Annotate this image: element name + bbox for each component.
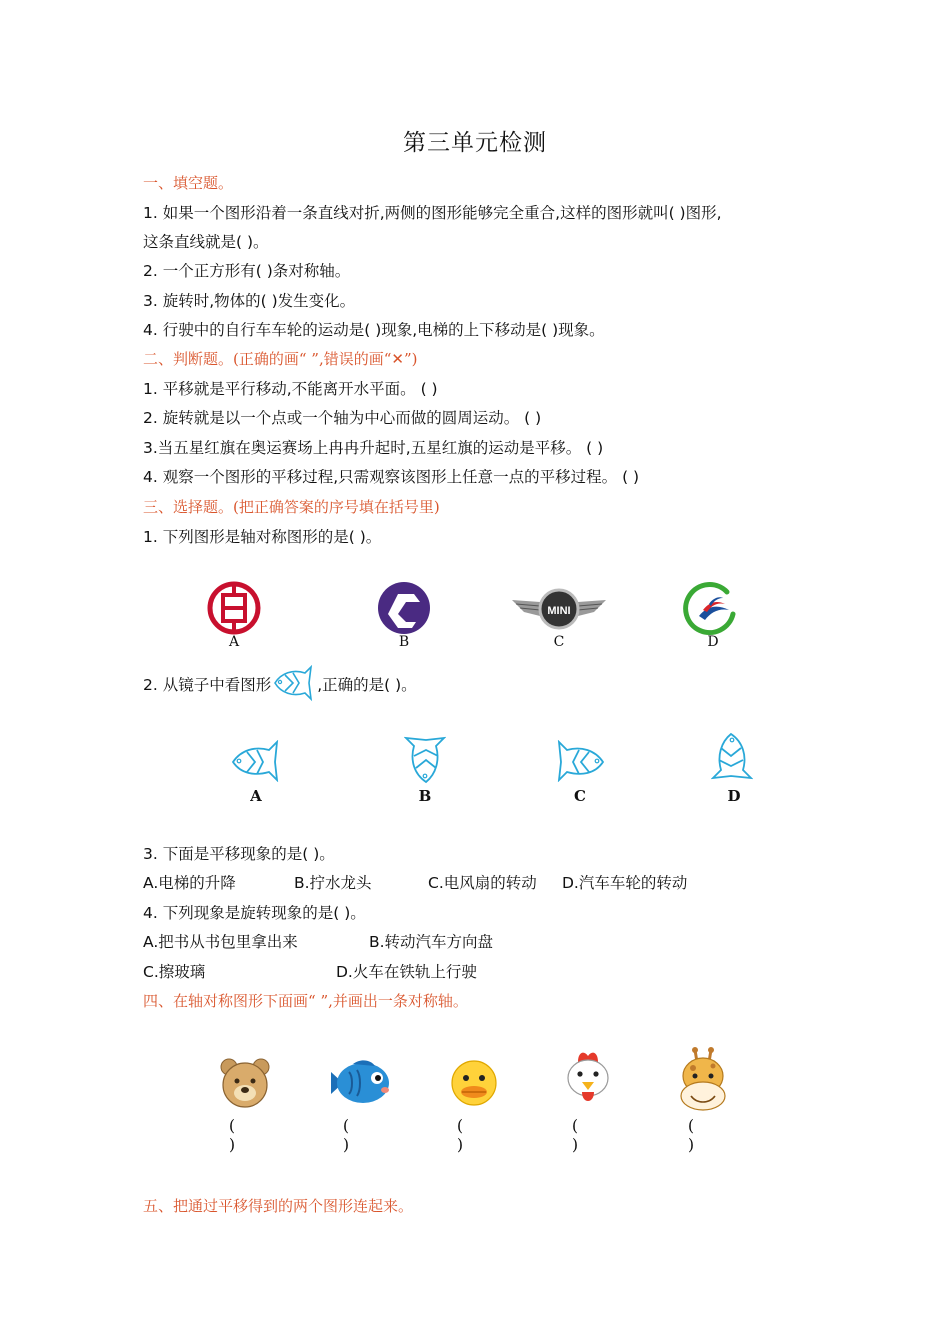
logo-label-d: D <box>707 634 719 650</box>
mini-logo-icon <box>510 588 608 630</box>
s2-question-1: 1. 平移就是平行移动,不能离开水平面。 ( ) <box>143 380 438 398</box>
s3-q4-option-a: A.把书从书包里拿出来 <box>143 933 298 951</box>
s3-question-3: 3. 下面是平移现象的是( )。 <box>143 845 335 863</box>
s3-q3-option-d: D.汽车车轮的转动 <box>562 874 688 892</box>
s3-question-1: 1. 下列图形是轴对称图形的是( )。 <box>143 528 382 546</box>
section-5-heading: 五、把通过平移得到的两个图形连起来。 <box>143 1197 414 1215</box>
s3-question-2-post: ,正确的是( )。 <box>317 676 417 694</box>
s2-question-2: 2. 旋转就是以一个点或一个轴为中心而做的圆周运动。 ( ) <box>143 409 542 427</box>
s1-question-4: 4. 行驶中的自行车车轮的运动是( )现象,电梯的上下移动是( )现象。 <box>143 321 605 339</box>
mini-logo-text: MINI <box>547 605 571 617</box>
fish-label-a: A <box>250 787 262 805</box>
fish-option-a-icon <box>229 740 283 782</box>
s2-question-3: 3.当五星红旗在奥运赛场上冉冉升起时,五星红旗的运动是平移。 ( ) <box>143 439 604 457</box>
fish-label-d: D <box>727 787 741 805</box>
logo-label-b: B <box>398 634 410 650</box>
s2-question-4: 4. 观察一个图形的平移过程,只需观察该图形上任意一点的平移过程。 ( ) <box>143 468 640 486</box>
fish-option-d-icon <box>711 730 753 784</box>
section-1-heading: 一、填空题。 <box>143 174 234 192</box>
s1-question-3: 3. 旋转时,物体的( )发生变化。 <box>143 292 356 310</box>
s3-q3-option-a: A.电梯的升降 <box>143 874 236 892</box>
rooster-face-icon <box>564 1048 612 1116</box>
logo-label-a: A <box>228 634 240 650</box>
bear-face-icon <box>217 1055 273 1111</box>
fish-reference-icon <box>271 665 317 703</box>
s3-q3-option-b: B.拧水龙头 <box>294 874 372 892</box>
fish-label-c: C <box>574 787 586 805</box>
answer-paren-5[interactable]: ( ) <box>687 1116 723 1154</box>
s3-question-4: 4. 下列现象是旋转现象的是( )。 <box>143 904 366 922</box>
duck-face-icon <box>449 1058 499 1108</box>
swirl-logo-icon <box>683 580 739 636</box>
s1-question-1a: 1. 如果一个图形沿着一条直线对折,两侧的图形能够完全重合,这样的图形就叫( )图形, <box>143 204 722 222</box>
s1-question-1b: 这条直线就是( )。 <box>143 233 269 251</box>
answer-paren-3[interactable]: ( ) <box>456 1116 492 1154</box>
answer-paren-1[interactable]: ( ) <box>228 1116 264 1154</box>
answer-paren-2[interactable]: ( ) <box>342 1116 378 1154</box>
fish-option-b-icon <box>404 732 446 786</box>
fish-option-c-icon <box>553 740 607 782</box>
section-4-heading: 四、在轴对称图形下面画“ ”,并画出一条对称轴。 <box>143 992 468 1010</box>
page-title: 第三单元检测 <box>403 130 547 156</box>
section-3-heading: 三、选择题。(把正确答案的序号填在括号里) <box>143 498 440 516</box>
giraffe-face-icon <box>677 1046 729 1114</box>
answer-paren-4[interactable]: ( ) <box>571 1116 607 1154</box>
fish-label-b: B <box>418 787 432 805</box>
section-2-heading: 二、判断题。(正确的画“ ”,错误的画“✕”) <box>143 350 418 368</box>
s3-q4-option-d: D.火车在铁轨上行驶 <box>336 963 477 981</box>
ccb-logo-icon <box>376 580 432 636</box>
s3-q3-option-c: C.电风扇的转动 <box>428 874 537 892</box>
icbc-logo-icon <box>206 580 262 636</box>
s3-question-2 <box>143 675 417 695</box>
s1-question-2: 2. 一个正方形有( )条对称轴。 <box>143 262 351 280</box>
logo-label-c: C <box>553 634 565 650</box>
s3-q4-option-b: B.转动汽车方向盘 <box>369 933 494 951</box>
s3-q4-option-c: C.擦玻璃 <box>143 963 206 981</box>
fish-face-icon <box>327 1058 393 1108</box>
s3-question-2-pre: 2. 从镜子中看图形 <box>143 676 272 694</box>
